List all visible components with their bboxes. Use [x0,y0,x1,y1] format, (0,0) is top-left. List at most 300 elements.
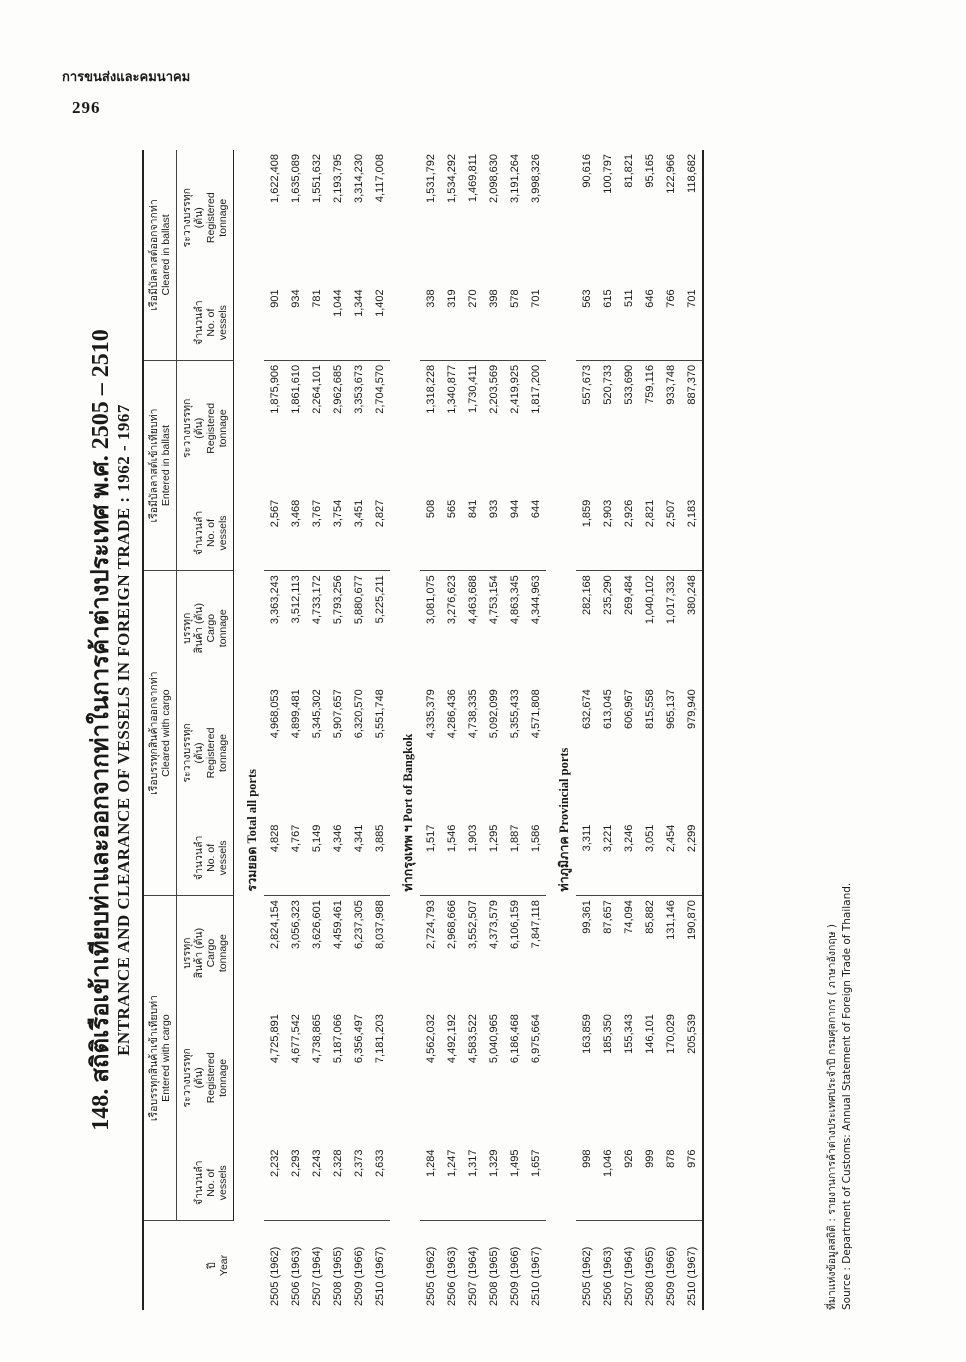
section-label-thai: ท่ากรุงเทพ ฯ [401,825,416,892]
group-header [143,571,177,896]
value-cell: 2,243 [306,1146,327,1221]
value-cell: 3,885 [369,821,390,896]
value-cell: 565 [441,496,462,571]
value-cell: 1,344 [348,285,369,360]
value-cell: 766 [660,285,681,360]
table-row [504,150,525,1310]
value-cell: 606,967 [622,689,635,730]
subheader-vessels [177,496,234,571]
value-cell: 2,193,795 [331,154,344,203]
value-cell: 163,859 [580,1014,593,1054]
table-row [681,150,703,1310]
value-cell: 2,704,570 [373,364,386,414]
subheader-thai: ระวางบรรทุก [181,723,194,783]
value-cell: 2,293 [285,1146,306,1221]
table-row [597,150,618,1310]
group-header [143,360,177,570]
section-label-thai: ท่าภูมิภาค [557,836,572,892]
subheader-thai: จำนวนลำ [193,835,206,881]
value-cell: 4,863,345 [508,575,521,625]
value-cell: 644 [525,496,546,571]
value-cell: 1,657 [525,1146,546,1221]
value-cell: 235,290 [601,575,614,615]
value-cell: 87,657 [601,900,614,934]
header-sub-row [177,150,234,1310]
value-cell: 1,859 [576,496,597,571]
value-cell: 878 [660,1146,681,1221]
value-cell: 701 [681,285,703,360]
value-cell: 5,092,099 [487,689,500,739]
value-cell: 4,373,579 [487,900,500,950]
value-cell: 2,098,630 [487,154,500,203]
value-cell: 1,044 [327,285,348,360]
table-row [660,150,681,1310]
value-cell: 5,880,677 [352,575,365,625]
value-cell: 99,361 [580,900,593,934]
section-header-row [234,150,265,1310]
value-cell: 5,551,748 [373,689,386,739]
value-cell: 4,571,808 [529,689,542,739]
subheader-en: Cargo [205,613,218,643]
value-cell: 3,311 [576,821,597,896]
table-row [420,150,441,1310]
table-row [348,150,369,1310]
value-cell: 8,037,988 [373,900,386,950]
year-header-en: Year [217,1254,230,1277]
subheader-unit: สินค้า (ตัน) [193,927,206,979]
group-header-en: Cleared in ballast [160,214,173,296]
value-cell: 4,463,688 [466,575,479,625]
table-row [576,150,597,1310]
value-cell: 282,168 [580,575,593,615]
value-cell: 965,137 [664,689,677,730]
subheader-unit: (ตัน) [193,1067,206,1089]
value-cell: 1,546 [441,821,462,896]
subheader-en: Registered [205,727,218,779]
table-row [441,150,462,1310]
year-header [143,1220,234,1310]
subheader-thai: บรรทุก [181,937,194,969]
value-cell: 3,246 [618,821,639,896]
value-cell: 2,962,685 [331,364,344,414]
value-cell: 1,534,292 [445,154,458,203]
section-header-row [390,150,420,1310]
value-cell: 5,345,302 [310,689,323,739]
year-cell: 2509 (1966) [508,1246,521,1306]
value-cell: 701 [525,285,546,360]
value-cell: 398 [483,285,504,360]
value-cell: 5,040,965 [487,1014,500,1064]
value-cell: 185,350 [601,1014,614,1054]
value-cell: 2,926 [618,496,639,571]
value-cell: 4,344,963 [529,575,542,625]
value-cell: 270 [462,285,483,360]
subheader-en: No. of [205,843,218,872]
value-cell: 5,907,657 [331,689,344,739]
value-cell: 170,029 [664,1014,677,1054]
table-row [618,150,639,1310]
subheader-vessels [177,285,234,360]
value-cell: 4,738,335 [466,689,479,739]
value-cell: 1,875,906 [268,364,281,414]
value-cell: 1,903 [462,821,483,896]
value-cell: 2,299 [681,821,703,896]
subheader-en: vessels [217,1165,230,1201]
value-cell: 6,106,159 [508,900,521,950]
value-cell: 563 [576,285,597,360]
value-cell: 2,724,793 [424,900,437,950]
subheader-registered [177,685,234,820]
value-cell: 4,677,542 [289,1014,302,1064]
subheader-en: vessels [217,840,230,876]
value-cell: 3,451 [348,496,369,571]
value-cell: 1,517 [420,821,441,896]
section-label [234,571,265,896]
value-cell: 2,903 [597,496,618,571]
subheader-vessels [177,1146,234,1221]
group-header-en: Entered with cargo [160,1014,173,1102]
value-cell: 74,094 [622,900,635,934]
value-cell: 6,975,664 [529,1014,542,1064]
subheader-en: vessels [217,305,230,341]
subheader-en: tonnage [217,198,230,237]
page-number: 296 [72,98,101,117]
table-row [306,150,327,1310]
subheader-en: vessels [217,515,230,551]
table-title-thai: 148. สถิติเรือเข้าเทียบท่าและออกจากท่าในการค้าต่างประเทศ พ.ศ. 2505 – 2510 [88,329,114,1131]
section-label-en: Total all ports [245,768,260,844]
value-cell: 1,861,610 [289,364,302,414]
value-cell: 3,626,601 [310,900,323,950]
year-cell: 2505 (1962) [268,1246,281,1306]
value-cell: 4,828 [264,821,285,896]
year-cell: 2506 (1963) [601,1246,614,1306]
value-cell: 7,847,118 [529,900,542,949]
value-cell: 1,887 [504,821,525,896]
value-cell: 1,586 [525,821,546,896]
section-label-en: Provincial ports [557,747,572,834]
header-group-row [143,150,177,1310]
value-cell: 2,567 [264,496,285,571]
value-cell: 934 [285,285,306,360]
subheader-en: No. of [205,308,218,337]
year-cell: 2508 (1965) [331,1246,344,1306]
subheader-unit: สินค้า (ตัน) [193,603,206,654]
value-cell: 1,017,332 [664,575,677,625]
subheader-en: tonnage [217,609,230,648]
value-cell: 6,186,468 [508,1014,521,1064]
subheader-thai: จำนวนลำ [193,510,206,556]
value-cell: 1,295 [483,821,504,896]
year-cell: 2509 (1966) [664,1246,677,1306]
value-cell: 85,882 [643,900,656,934]
value-cell: 3,363,243 [268,575,281,625]
value-cell: 3,081,075 [424,575,437,625]
value-cell: 4,286,436 [445,689,458,739]
value-cell: 5,355,433 [508,689,521,739]
subheader-en: No. of [205,1168,218,1197]
value-cell: 901 [264,285,285,360]
value-cell: 533,690 [622,364,635,405]
table-row [639,150,660,1310]
subheader-en: Registered [205,402,218,454]
subheader-en: tonnage [217,409,230,448]
value-cell: 3,353,673 [352,364,365,414]
value-cell: 2,232 [264,1146,285,1221]
value-cell: 100,797 [601,154,614,194]
page-category: การขนส่งและคมนาคม [62,70,191,85]
value-cell: 95,165 [643,154,656,188]
value-cell: 632,674 [580,689,593,730]
subheader-cargo [177,571,234,686]
value-cell: 998 [576,1146,597,1221]
value-cell: 2,328 [327,1146,348,1221]
value-cell: 2,419,925 [508,364,521,414]
table-row [483,150,504,1310]
year-cell: 2505 (1962) [580,1246,593,1306]
value-cell: 2,183 [681,496,703,571]
subheader-en: Cargo [205,938,218,968]
value-cell: 1,495 [504,1146,525,1221]
value-cell: 815,558 [643,689,656,730]
value-cell: 976 [681,1146,703,1221]
source-english: Source : Department of Customs: Annual Statement of Foreign Trade of Thailand. [841,882,854,1310]
value-cell: 4,583,522 [466,1014,479,1064]
subheader-thai: บรรทุก [181,612,194,644]
value-cell: 3,552,507 [466,900,479,950]
subheader-en: tonnage [217,1058,230,1097]
year-cell: 2506 (1963) [445,1246,458,1306]
value-cell: 6,320,570 [352,689,365,739]
value-cell: 887,370 [681,360,703,495]
value-cell: 6,237,305 [352,900,365,950]
year-cell: 2510 (1967) [529,1246,542,1306]
value-cell: 613,045 [601,689,614,730]
value-cell: 131,146 [664,900,677,940]
value-cell: 4,117,008 [373,154,386,203]
value-cell: 926 [618,1146,639,1221]
value-cell: 1,040,102 [643,575,656,625]
year-cell: 2507 (1964) [310,1246,323,1306]
group-header-thai: เรือบรรทุกสินค้าออกจากท่า [148,671,160,795]
year-cell: 2507 (1964) [466,1246,479,1306]
section-label-thai: รวมยอด [245,846,260,892]
value-cell: 2,203,569 [487,364,500,414]
value-cell: 155,343 [622,1014,635,1054]
subheader-registered [177,150,234,285]
year-cell: 2507 (1964) [622,1246,635,1306]
year-cell: 2506 (1963) [289,1246,302,1306]
value-cell: 3,512,113 [289,575,302,624]
value-cell: 146,101 [643,1014,656,1054]
value-cell: 4,738,865 [310,1014,323,1064]
subheader-unit: (ตัน) [193,207,206,229]
table-row [285,150,306,1310]
value-cell: 3,056,323 [289,900,302,950]
value-cell: 5,187,066 [331,1014,344,1064]
value-cell: 4,968,053 [268,689,281,739]
value-cell: 1,317 [462,1146,483,1221]
value-cell: 511 [618,285,639,360]
subheader-thai: จำนวนลำ [193,300,206,345]
group-header-thai: เรือมีบัลลาสต์เข้าเทียบท่า [148,408,160,523]
value-cell: 122,966 [664,154,677,194]
value-cell: 3,314,230 [352,154,365,203]
value-cell: 3,998,326 [529,154,542,203]
value-cell: 557,673 [580,364,593,405]
value-cell: 615 [597,285,618,360]
table-row [369,150,390,1310]
value-cell: 319 [441,285,462,360]
value-cell: 6,356,497 [352,1014,365,1064]
value-cell: 759,116 [643,364,656,404]
subheader-cargo [177,896,234,1011]
group-header-en: Entered in ballast [160,424,173,507]
value-cell: 118,682 [681,150,703,285]
group-header-thai: เรือบรรทุกสินค้าเข้าเทียบท่า [148,995,160,1122]
value-cell: 1,247 [441,1146,462,1221]
section-header-row [546,150,576,1310]
value-cell: 4,733,172 [310,575,323,625]
value-cell: 190,870 [681,896,703,1011]
value-cell: 1,622,408 [268,154,281,203]
value-cell: 1,318,228 [424,364,437,414]
section-label-en: Port of Bangkok [401,733,416,822]
value-cell: 1,635,089 [289,154,302,203]
table-row [462,150,483,1310]
group-header-en: Cleared with cargo [160,689,173,777]
value-cell: 5,149 [306,821,327,896]
value-cell: 2,373 [348,1146,369,1221]
value-cell: 520,733 [601,364,614,405]
group-header [143,150,177,360]
value-cell: 90,616 [580,154,593,188]
subheader-en: tonnage [217,934,230,973]
value-cell: 4,492,192 [445,1014,458,1064]
table-row [525,150,546,1310]
value-cell: 4,341 [348,821,369,896]
value-cell: 81,821 [622,154,635,188]
year-cell: 2505 (1962) [424,1246,437,1306]
value-cell: 380,248 [681,571,703,686]
value-cell: 1,402 [369,285,390,360]
year-cell: 2510 (1967) [373,1246,386,1306]
value-cell: 7,181,203 [373,1014,386,1064]
value-cell: 2,454 [660,821,681,896]
value-cell: 1,817,200 [529,364,542,414]
value-cell: 2,507 [660,496,681,571]
value-cell: 578 [504,285,525,360]
group-header [143,896,177,1221]
rotated-table-page [80,150,860,1310]
value-cell: 841 [462,496,483,571]
subheader-registered [177,360,234,495]
value-cell: 4,346 [327,821,348,896]
value-cell: 338 [420,285,441,360]
table-row [264,150,285,1310]
value-cell: 3,767 [306,496,327,571]
value-cell: 781 [306,285,327,360]
value-cell: 3,754 [327,496,348,571]
value-cell: 2,821 [639,496,660,571]
subheader-vessels [177,821,234,896]
value-cell: 3,191,264 [508,154,521,203]
value-cell: 4,767 [285,821,306,896]
subheader-unit: (ตัน) [193,417,206,439]
value-cell: 1,284 [420,1146,441,1221]
value-cell: 979,940 [681,685,703,820]
value-cell: 4,562,032 [424,1014,437,1064]
value-cell: 1,730,411 [466,364,479,413]
year-cell: 2508 (1965) [487,1246,500,1306]
table-title-english: ENTRANCE AND CLEARANCE OF VESSELS IN FOREIGN TRADE : 1962 - 1967 [114,404,133,1056]
source-thai: ที่มาแห่งข้อมูลสถิติ : รายงานการค้าต่างประเทศประจำปี กรมศุลกากร ( ภาษาอังกฤษ ) [826,923,838,1310]
year-cell: 2510 (1967) [681,1220,703,1310]
value-cell: 2,264,101 [310,364,323,414]
value-cell: 1,551,632 [310,154,323,203]
section-label [390,571,420,896]
subheader-en: Registered [205,1052,218,1104]
year-header-thai: ปี [205,1262,218,1269]
subheader-thai: ระวางบรรทุก [181,1048,194,1108]
value-cell: 5,793,256 [331,575,344,625]
table-row [327,150,348,1310]
value-cell: 4,753,154 [487,575,500,625]
value-cell: 508 [420,496,441,571]
subheader-en: No. of [205,518,218,547]
value-cell: 1,531,792 [424,154,437,203]
value-cell: 2,968,666 [445,900,458,950]
value-cell: 205,539 [681,1010,703,1145]
value-cell: 269,484 [622,575,635,615]
subheader-unit: (ตัน) [193,742,206,764]
value-cell: 4,335,379 [424,689,437,739]
value-cell: 3,221 [597,821,618,896]
value-cell: 933 [483,496,504,571]
year-cell: 2508 (1965) [643,1246,656,1306]
value-cell: 944 [504,496,525,571]
value-cell: 1,469,811 [466,154,479,203]
year-cell: 2509 (1966) [352,1246,365,1306]
subheader-thai: ระวางบรรทุก [181,187,194,248]
value-cell: 999 [639,1146,660,1221]
value-cell: 4,725,891 [268,1014,281,1064]
value-cell: 1,340,877 [445,364,458,414]
subheader-thai: ระวางบรรทุก [181,398,194,459]
subheader-registered [177,1010,234,1145]
value-cell: 5,225,211 [373,575,386,624]
value-cell: 4,899,481 [289,689,302,739]
value-cell: 3,276,623 [445,575,458,625]
value-cell: 2,827 [369,496,390,571]
value-cell: 1,046 [597,1146,618,1221]
source-note [825,883,855,1310]
section-label [546,571,576,896]
value-cell: 2,824,154 [268,900,281,950]
value-cell: 2,633 [369,1146,390,1221]
subheader-thai: จำนวนลำ [193,1160,206,1206]
value-cell: 3,051 [639,821,660,896]
value-cell: 3,468 [285,496,306,571]
subheader-en: Registered [205,192,218,244]
vessel-statistics-table [142,150,704,1310]
value-cell: 4,459,461 [331,900,344,950]
value-cell: 1,329 [483,1146,504,1221]
value-cell: 933,748 [664,364,677,405]
subheader-en: tonnage [217,733,230,772]
value-cell: 646 [639,285,660,360]
group-header-thai: เรือมีบัลลาสต์ออกจากท่า [148,199,160,311]
